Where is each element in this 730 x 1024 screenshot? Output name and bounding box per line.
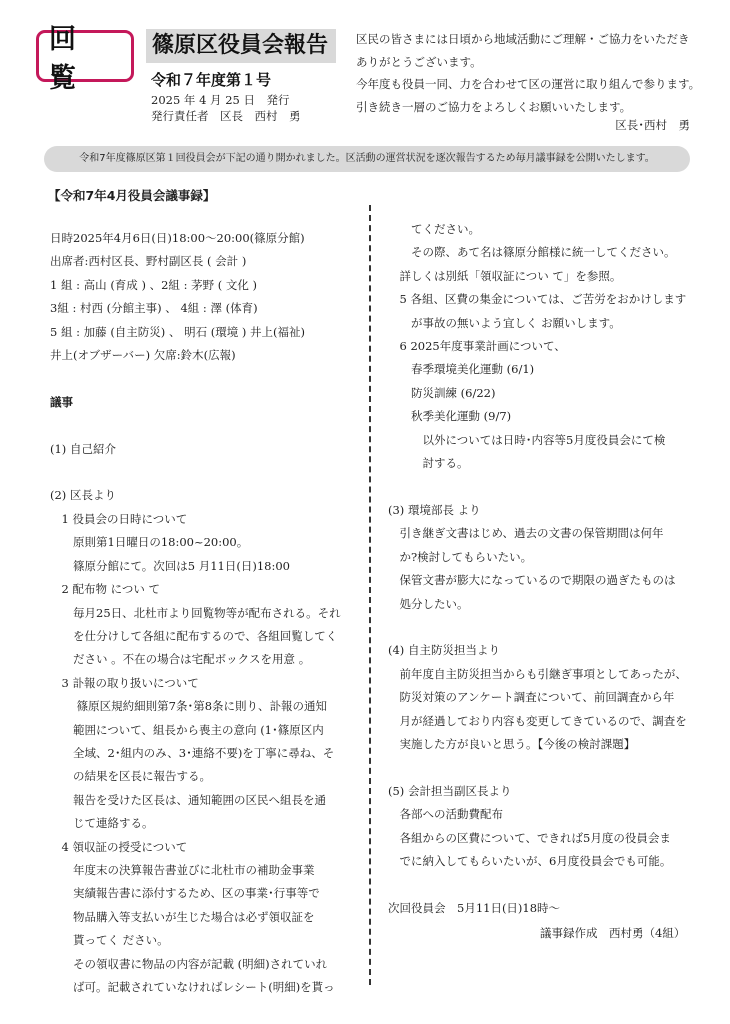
issue-number: 令和７年度第１号 [151,71,272,89]
minutes-line: 各組からの区費について、できれば5月度の役員会ま [388,830,671,845]
greeting-line: 引き続き一層のご協力をよろしくお願いいたします。 [356,99,632,114]
minutes-line: 防災対策のアンケート調査について、前回調査から年 [388,690,675,705]
minutes-line: 実施した方が良いと思う。【今後の検討課題】 [388,736,636,751]
minutes-author: 議事録作成 西村勇（4組） [540,926,686,940]
minutes-line [50,367,360,390]
minutes-line: 春季環境美化運動 (6/1) [388,362,535,377]
minutes-line: 各部への活動費配布 [388,807,503,822]
minutes-line: 秋季美化運動 (9/7) [388,409,512,424]
minutes-line [50,414,360,437]
publish-date: 2025 年 4 月 25 日 発行 [151,93,290,107]
column-divider [369,205,371,985]
publisher: 発行責任者 区長 西村 勇 [151,109,301,123]
minutes-line: ださい 。不在の場合は宅配ボックスを用意 。 [50,652,311,667]
minutes-line: 以外については日時･内容等5月度役員会にて検 [388,432,666,447]
minutes-line: 前年度自主防災担当からも引継ぎ事項としてあったが、 [388,666,687,681]
minutes-line: 範囲について、組長から喪主の意向 (1･篠原区内 [50,722,324,737]
minutes-line: 5 組 : 加藤 (自主防災) 、 明石 (環境 ) 井上(福祉) [50,324,306,339]
minutes-line: その領収書に物品の内容が記載 (明細)されていれ [50,956,328,971]
page-title: 篠原区役員会報告 [146,29,336,63]
minutes-line: 処分したい。 [388,596,469,611]
minutes-line: 次回役員会 5月11日(日)18時～ [388,900,561,915]
minutes-line [388,756,713,779]
minutes-line: 討する。 [388,456,469,471]
minutes-line: その際、あて名は篠原分館様に統一してください。 [388,245,676,260]
greeting-signature: 区長･西村 勇 [615,118,690,132]
minutes-line: 井上(オブザーバー) 欠席:鈴木(広報) [50,348,236,363]
minutes-line: 引き継ぎ文書はじめ、過去の文書の保管期間は何年 [388,526,664,541]
minutes-right-column [388,218,713,920]
minutes-line [388,616,713,639]
minutes-line: 保管文書が膨大になっているので期限の過ぎたものは [388,573,676,588]
minutes-line: てください。 [388,222,480,236]
minutes-line: (5) 会計担当副区長より [388,783,512,798]
greeting-line: ありがとうございます。 [356,54,482,69]
minutes-title: 【令和7年4月役員会議事録】 [48,188,216,203]
minutes-line: (4) 自主防災担当より [388,643,500,658]
minutes-line: 貰ってく ださい。 [50,933,169,948]
minutes-line: (2) 区長より [50,488,116,503]
greeting-line: 今年度も役員一同、力を合わせて区の運営に取り組んで参ります。 [356,77,701,91]
minutes-line: 1 役員会の日時について [50,511,188,526]
minutes-line [388,475,713,498]
minutes-line: 篠原分館にて。次回は5 月11日(日)18:00 [50,558,290,573]
minutes-line: 防災訓練 (6/22) [388,385,496,400]
minutes-line: か?検討してもらいたい。 [388,549,533,564]
minutes-line: 詳しくは別紙「領収証につい て」を参照。 [388,268,622,283]
minutes-line: ば可。記載されていなければレシート(明細)を貰っ [50,980,335,994]
minutes-line: 物品購入等支払いが生じた場合は必ず領収証を [50,909,315,924]
minutes-line [388,873,713,896]
greeting-message [356,28,701,118]
minutes-line: 3組 : 村西 (分館主事) 、 4組 : 澤 (体育) [50,301,258,316]
minutes-line: 出席者:西村区長、野村副区長 ( 会計 ) [50,254,247,269]
minutes-line: 月が経過しており内容も変更してきているので、調査を [388,713,687,728]
minutes-line: 報告を受けた区長は、通知範囲の区民へ組長を通 [50,792,326,807]
minutes-line: でに納入してもらいたいが、6月度役員会でも可能。 [388,853,672,868]
minutes-line: 6 2025年度事業計画について、 [388,339,566,354]
minutes-line: じて連絡する。 [50,816,154,831]
minutes-line: の結果を区長に報告する。 [50,769,211,784]
minutes-line [50,461,360,484]
minutes-line: 議事 [50,394,73,409]
minutes-line: が事故の無いよう宜しく お願いします。 [388,315,621,330]
minutes-line: 1 組 : 高山 (育成 ) 、2組 : 茅野 ( 文化 ) [50,277,258,292]
notice-banner: 令和7年度篠原区第１回役員会が下記の通り開かれました。区活動の運営状況を逐次報告するため毎月議事録を公開いたします。 [44,146,690,172]
minutes-line: 篠原区規約細則第7条･第8条に則り、訃報の通知 [50,699,328,714]
minutes-line: 原則第1日曜日の18:00~20:00。 [50,535,249,550]
minutes-line: を仕分けして各組に配布するので、各組回覧してく [50,628,338,643]
minutes-line: 毎月25日、北杜市より回覧物等が配布される。それ [50,605,341,620]
minutes-line: 年度末の決算報告書並びに北杜市の補助金事業 [50,862,315,877]
minutes-left-column [50,227,360,999]
minutes-line: 2 配布物 につい て [50,582,161,597]
minutes-line: 全域、2･組内のみ、3･連絡不要)を丁寧に尋ね、そ [50,745,335,760]
minutes-line: (1) 自己紹介 [50,441,116,456]
minutes-line: 3 訃報の取り扱いについて [50,675,199,690]
kairan-stamp: 回 覧 [36,30,134,82]
minutes-line: 5 各組、区費の集金については、ご苦労をおかけします [388,292,687,307]
minutes-line: 実績報告書に添付するため、区の事業･行事等で [50,886,320,901]
minutes-line: (3) 環境部長 より [388,502,481,517]
minutes-line: 4 領収証の授受について [50,839,188,854]
greeting-line: 区民の皆さまには日頃から地域活動にご理解・ご協力をいただき [356,32,690,46]
minutes-line: 日時2025年4月6日(日)18:00～20:00(篠原分館) [50,231,305,245]
